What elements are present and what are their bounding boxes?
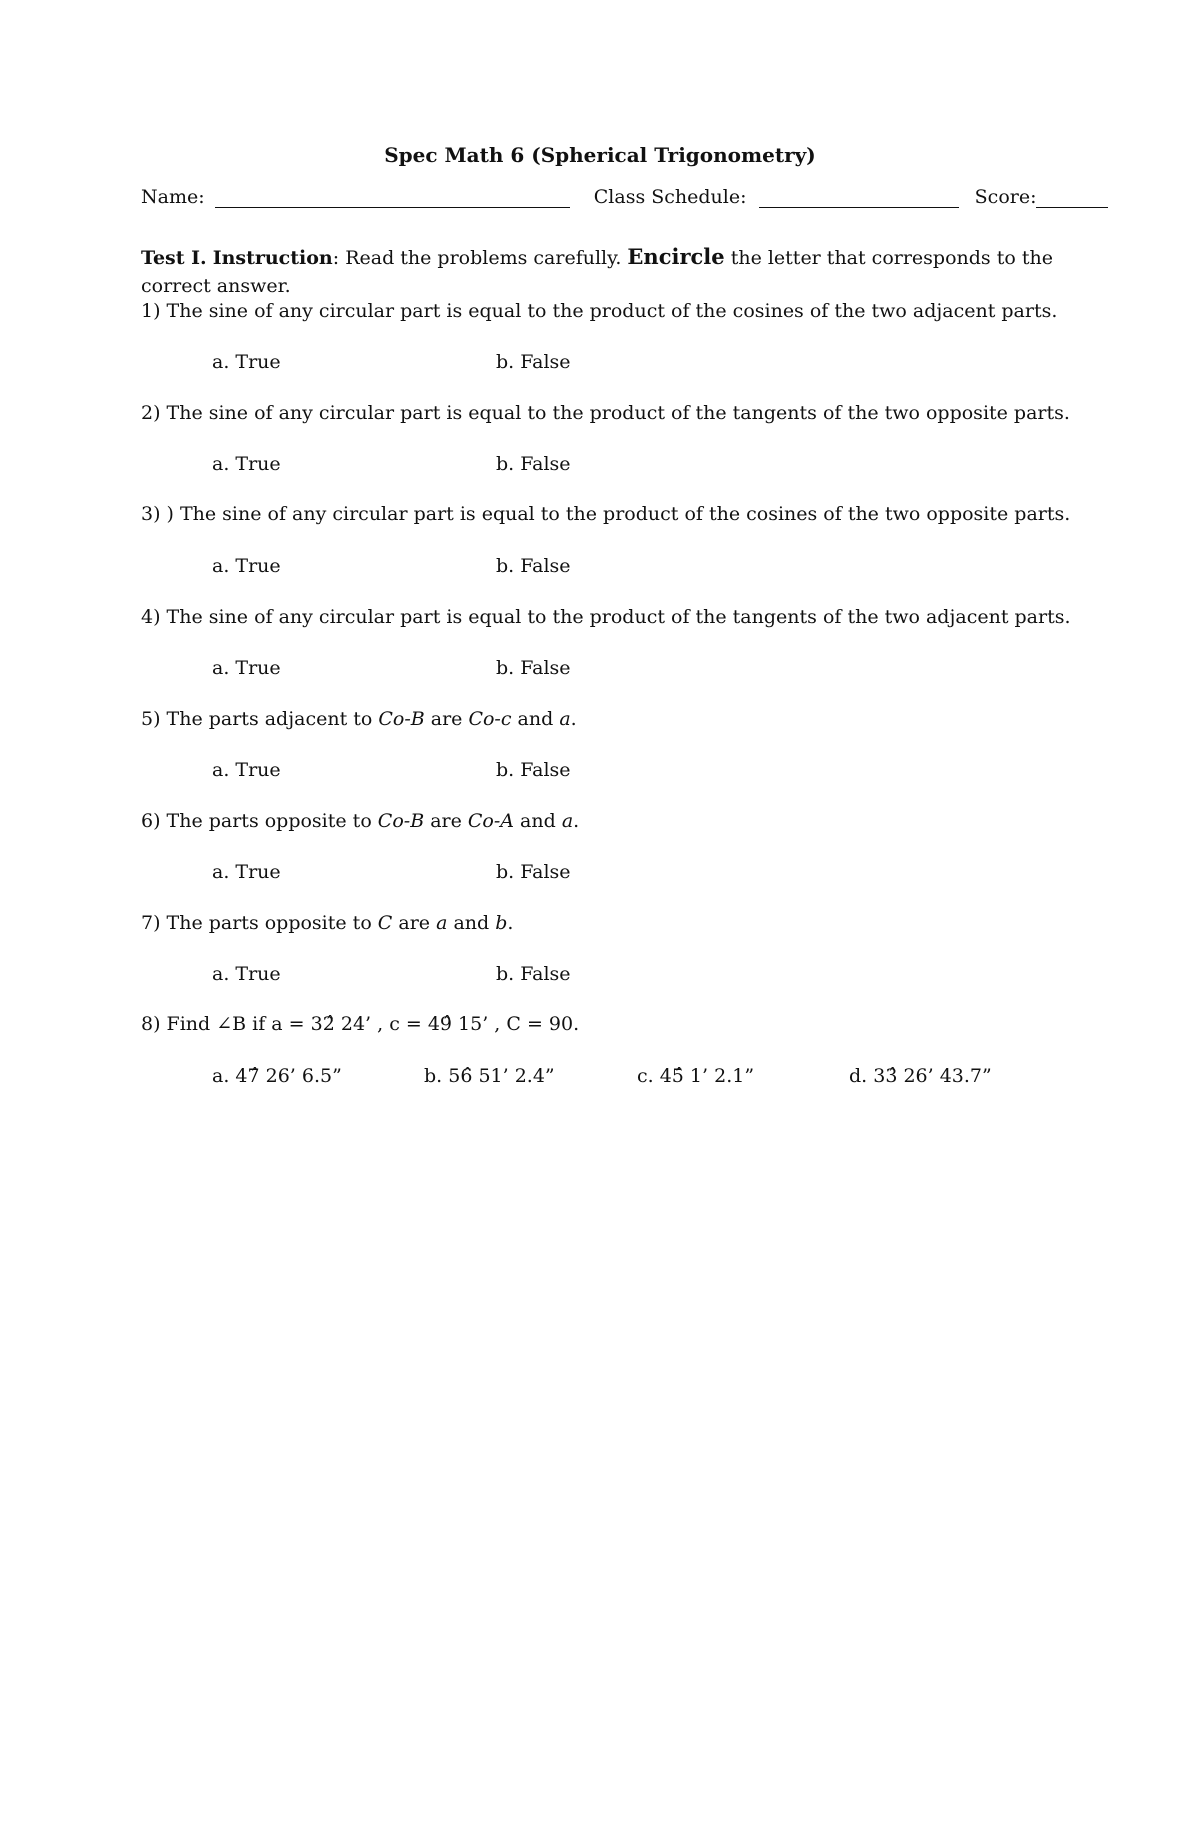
question-5: [141, 708, 577, 730]
option-a[interactable]: a. True: [212, 759, 281, 781]
question-6-text: .: [573, 810, 580, 832]
question-7: [141, 912, 513, 934]
option-a[interactable]: a. 47̂ 26’ 6.5”: [212, 1065, 342, 1087]
option-a[interactable]: a. True: [212, 351, 281, 373]
term-co-a: Co-A: [467, 810, 515, 832]
option-b[interactable]: b. False: [496, 351, 571, 373]
option-a[interactable]: a. True: [212, 657, 281, 679]
question-6-text: 6) The parts opposite to: [141, 810, 378, 832]
question-8: 8) Find ∠B if a = 32̂ 24’ , c = 49̂ 15’ , C = 90.: [141, 1013, 580, 1035]
instruction-text-a: : Read the problems carefully.: [332, 247, 628, 269]
score-blank[interactable]: [1036, 187, 1108, 208]
option-b[interactable]: b. 56̂ 51’ 2.4”: [424, 1065, 555, 1087]
question-1: 1) The sine of any circular part is equal to the product of the cosines of the two adjacent parts.: [141, 300, 1058, 322]
name-label: Name:: [141, 186, 205, 208]
question-6-text: and: [514, 810, 562, 832]
option-b[interactable]: b. False: [496, 963, 571, 985]
option-a[interactable]: a. True: [212, 963, 281, 985]
instruction-label: Instruction: [212, 247, 333, 269]
question-7-text: .: [507, 912, 514, 934]
class-schedule-blank[interactable]: [759, 187, 959, 208]
name-blank[interactable]: [215, 187, 570, 208]
question-7-text: are: [392, 912, 437, 934]
term-a: a: [559, 708, 571, 730]
option-b[interactable]: b. False: [496, 861, 571, 883]
test-label: Test I.: [141, 247, 207, 269]
page-title: Spec Math 6 (Spherical Trigonometry): [384, 143, 816, 167]
term-co-c: Co-c: [468, 708, 512, 730]
question-2: 2) The sine of any circular part is equal to the product of the tangents of the two opposite parts.: [141, 402, 1070, 424]
student-fields: [141, 186, 1108, 208]
instruction-text-b: the letter that corresponds to the correct answer.: [141, 247, 1053, 297]
encircle-word: Encircle: [627, 244, 725, 269]
term-a: a: [561, 810, 574, 832]
option-d[interactable]: d. 33̂ 26’ 43.7”: [849, 1065, 992, 1087]
question-5-text: 5) The parts adjacent to: [141, 708, 379, 730]
question-5-text: .: [570, 708, 577, 730]
option-b[interactable]: b. False: [496, 555, 571, 577]
question-7-text: and: [447, 912, 496, 934]
question-6-text: are: [424, 810, 468, 832]
term-c: C: [377, 912, 393, 934]
option-a[interactable]: a. True: [212, 861, 281, 883]
term-co-b: Co-B: [377, 810, 425, 832]
question-6: [141, 810, 579, 832]
term-co-b: Co-B: [378, 708, 425, 730]
question-5-text: are: [424, 708, 469, 730]
option-a[interactable]: a. True: [212, 453, 281, 475]
question-3: 3) ) The sine of any circular part is equal to the product of the cosines of the two opposite parts.: [141, 503, 1071, 525]
question-5-text: and: [511, 708, 560, 730]
score-label: Score:: [974, 186, 1037, 208]
term-a: a: [436, 912, 448, 934]
instructions: [141, 243, 1061, 300]
term-b: b: [495, 912, 508, 934]
option-b[interactable]: b. False: [496, 453, 571, 475]
option-c[interactable]: c. 45̂ 1’ 2.1”: [637, 1065, 755, 1087]
option-a[interactable]: a. True: [212, 555, 281, 577]
option-b[interactable]: b. False: [496, 759, 571, 781]
question-4: 4) The sine of any circular part is equal to the product of the tangents of the two adjacent parts.: [141, 606, 1071, 628]
question-7-text: 7) The parts opposite to: [141, 912, 378, 934]
option-b[interactable]: b. False: [496, 657, 571, 679]
class-schedule-label: Class Schedule:: [593, 186, 747, 208]
